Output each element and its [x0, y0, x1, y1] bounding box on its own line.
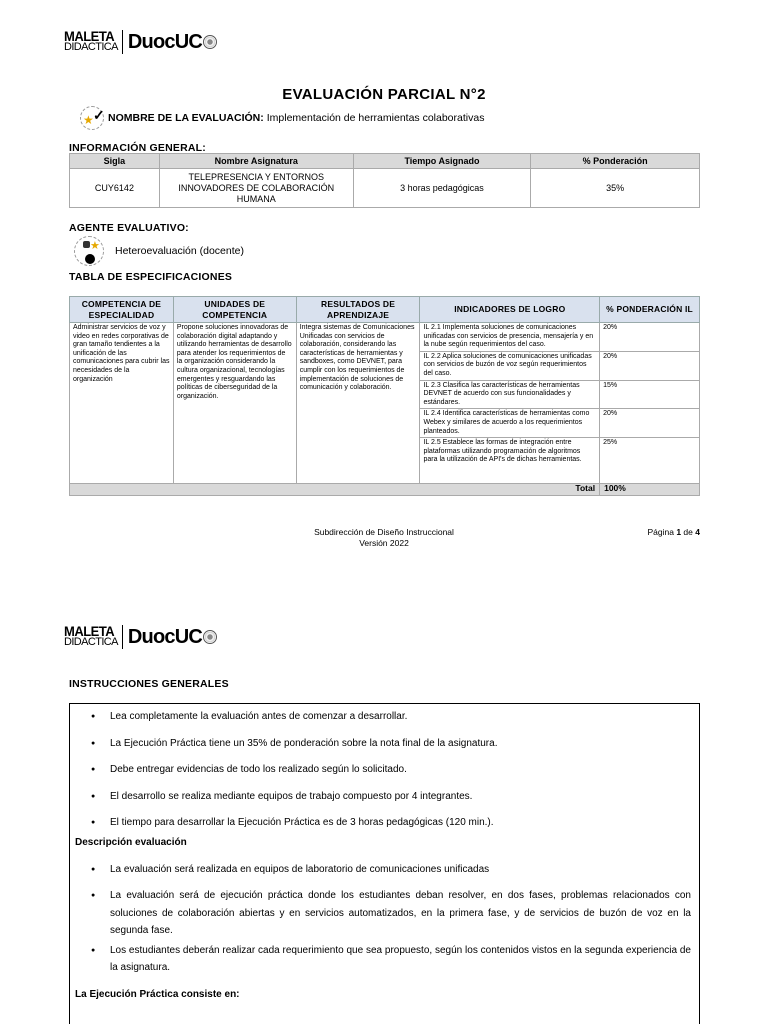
- page-number: Página 1 de 4: [647, 527, 700, 537]
- maleta-didactica-logo: MALETA DIDACTICA: [64, 28, 118, 53]
- evaluation-name-label: NOMBRE DE LA EVALUACIÓN:: [108, 112, 264, 124]
- cell-indicador-4: IL 2.4 Identifica características de herramientas como Webex y similares de acuerdo a los requerimientos planteados.: [420, 409, 600, 438]
- logo-separator-page2: [122, 625, 123, 649]
- header-unidades: UNIDADES DE COMPETENCIA: [173, 297, 296, 323]
- duoc-seal-icon-page2: [203, 630, 217, 644]
- logo-separator: [122, 30, 123, 54]
- evaluation-name-value: Implementación de herramientas colaborativas: [266, 112, 485, 124]
- spec-table-header: [70, 297, 700, 323]
- cell-pct-1: 20%: [600, 323, 700, 352]
- duocuc-logo: [64, 30, 217, 54]
- page-title: EVALUACIÓN PARCIAL N°2: [282, 86, 486, 103]
- cell-indicador-3: IL 2.3 Clasifica las características de herramientas DEVNET de acuerdo con sus funcionalidades y estándares.: [420, 380, 600, 409]
- list-item: ● El tiempo para desarrollar la Ejecución Práctica es de 3 horas pedagógicas (120 min.).: [70, 814, 699, 832]
- duoc-seal-icon: [203, 35, 217, 49]
- general-instructions-list: [70, 708, 699, 832]
- cell-indicador-1: IL 2.1 Implementa soluciones de comunicaciones unificadas con servicios de presencia, mensajería y en la nube según requerimientos del caso.: [420, 323, 600, 352]
- list-item: ● La Ejecución Práctica tiene un 35% de ponderación sobre la nota final de la asignatura.: [70, 735, 699, 753]
- cell-pct-3: 15%: [600, 380, 700, 409]
- star-check-icon: ★ ✓: [80, 106, 104, 130]
- list-item: ● La evaluación será de ejecución práctica donde los estudiantes deban resolver, en dos fases, problemas relacionados con soluciones de colaboración abiertas y en servicios automatizados, en la primera fase, y de servicios de buzón de voz en la segunda fase.: [70, 887, 699, 940]
- info-general-heading: INFORMACIÓN GENERAL:: [69, 142, 206, 154]
- description-heading: Descripción evaluación: [75, 836, 187, 848]
- header-ponderacion: % Ponderación: [531, 154, 700, 169]
- list-item: ● Debe entregar evidencias de todo los realizado según lo solicitado.: [70, 761, 699, 779]
- total-label: Total: [70, 484, 600, 496]
- header-ponderacion-il: % PONDERACIÓN IL: [600, 297, 700, 323]
- agent-row: [74, 236, 244, 266]
- description-list: [70, 861, 699, 977]
- spec-table-heading: TABLA DE ESPECIFICACIONES: [69, 271, 233, 283]
- header-competencia: COMPETENCIA DE ESPECIALIDAD: [70, 297, 174, 323]
- duoc-wordmark-page2: DuocUC: [127, 625, 202, 648]
- evaluator-icon: ★: [74, 236, 104, 266]
- cell-pct-5: 25%: [600, 438, 700, 484]
- header-nombre-asignatura: Nombre Asignatura: [159, 154, 353, 169]
- cell-unidades: Propone soluciones innovadoras de colaboración digital adaptando y utilizando herramientas de desarrollo para atender los requerimientos de la organización considerando la cultura organizacional, tecnologías emergentes y resguardando las políticas de ciberseguridad de la organización.: [173, 323, 296, 484]
- spec-row-1: [70, 323, 700, 352]
- info-table-header: [70, 154, 700, 169]
- agent-heading: AGENTE EVALUATIVO:: [69, 222, 189, 234]
- cell-tiempo-asignado: 3 horas pedagógicas: [353, 169, 531, 208]
- header-sigla: Sigla: [70, 154, 160, 169]
- cell-pct-4: 20%: [600, 409, 700, 438]
- duocuc-logo-page2: [64, 625, 217, 649]
- header-tiempo-asignado: Tiempo Asignado: [353, 154, 531, 169]
- info-general-table: [69, 153, 700, 208]
- cell-nombre-asignatura: TELEPRESENCIA Y ENTORNOS INNOVADORES DE COLABORACIÓN HUMANA: [159, 169, 353, 208]
- cell-indicador-2: IL 2.2 Aplica soluciones de comunicaciones unificadas con servicios de buzón de voz según requerimientos del caso.: [420, 351, 600, 380]
- cell-pct-2: 20%: [600, 351, 700, 380]
- cell-competencia: Administrar servicios de voz y video en redes corporativas de gran tamaño tendientes a la unificación de las comunicaciones para cubrir las necesidades de la organización: [70, 323, 174, 484]
- cell-sigla: CUY6142: [70, 169, 160, 208]
- header-resultados: RESULTADOS DE APRENDIZAJE: [296, 297, 420, 323]
- instructions-box: [69, 703, 700, 1024]
- cell-ponderacion: 35%: [531, 169, 700, 208]
- list-item: ● La evaluación será realizada en equipos de laboratorio de comunicaciones unificadas: [70, 861, 699, 879]
- cell-resultados: Integra sistemas de Comunicaciones Unificadas con servicios de colaboración, considerando las características de herramientas y sandboxes, como DEVNET, para cumplir con los requerimientos de implementación de soluciones de comunicación y colaboración.: [296, 323, 420, 484]
- duoc-wordmark: DuocUC: [127, 30, 202, 53]
- total-value: 100%: [600, 484, 700, 496]
- list-item: ● Lea completamente la evaluación antes de comenzar a desarrollar.: [70, 708, 699, 726]
- spec-total-row: [70, 484, 700, 496]
- list-item: ● El desarrollo se realiza mediante equipos de trabajo compuesto por 4 integrantes.: [70, 788, 699, 806]
- consiste-heading: La Ejecución Práctica consiste en:: [75, 988, 240, 1000]
- instructions-heading: INSTRUCCIONES GENERALES: [69, 678, 229, 690]
- evaluation-name-row: [80, 106, 484, 130]
- agent-value: Heteroevaluación (docente): [115, 245, 244, 257]
- header-indicadores: INDICADORES DE LOGRO: [420, 297, 600, 323]
- maleta-didactica-logo-page2: MALETA DIDACTICA: [64, 623, 118, 648]
- footer-department: Subdirección de Diseño Instruccional: [314, 527, 454, 537]
- spec-table: [69, 296, 700, 496]
- footer-version: Versión 2022: [359, 538, 409, 548]
- list-item: ● Los estudiantes deberán realizar cada requerimiento que sea propuesto, según los contenidos vistos en la segunda experiencia de la asignatura.: [70, 942, 699, 977]
- cell-indicador-5: IL 2.5 Establece las formas de integración entre plataformas utilizando programación de algoritmos para la utilización de API's de dichas herramientas.: [420, 438, 600, 484]
- info-table-row: [70, 169, 700, 208]
